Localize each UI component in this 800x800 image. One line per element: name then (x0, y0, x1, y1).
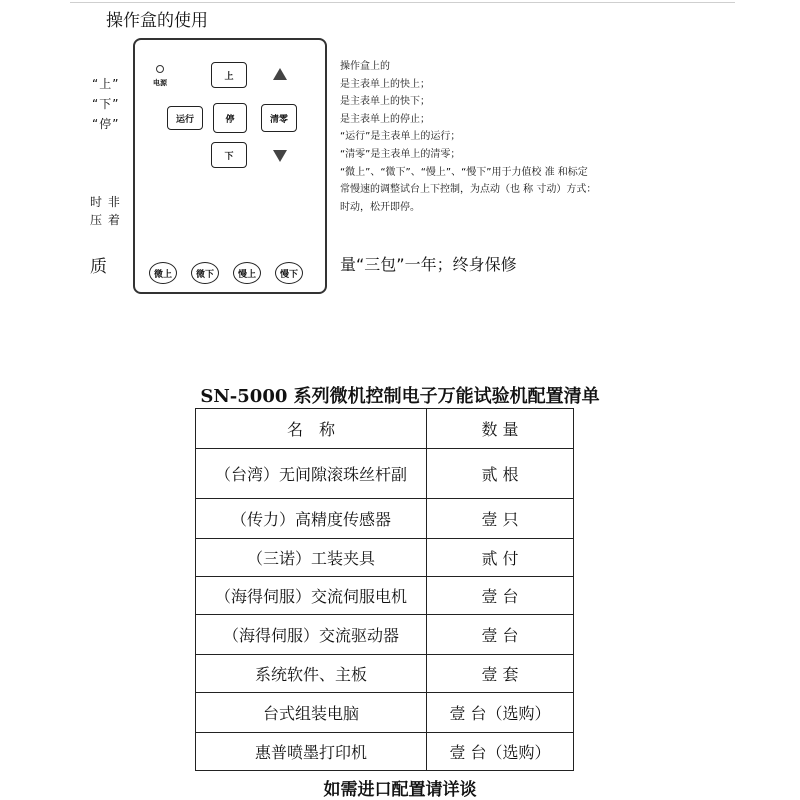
side-label-press: 压 着 (90, 213, 121, 227)
table-row (196, 499, 574, 539)
down-arrow-icon (273, 150, 287, 162)
item-name: （传力）高精度传感器 (196, 499, 427, 539)
item-quantity: 壹 台 (427, 615, 574, 655)
item-name: （海得伺服）交流伺服电机 (196, 577, 427, 615)
description-line: 操作盒上的 (340, 61, 390, 72)
table-header-row (196, 409, 574, 449)
description-line: “清零”是主表单上的清零； (340, 148, 461, 160)
fine-down-button[interactable]: 微下 (191, 262, 219, 284)
description-line: “运行”是主表单上的运行； (340, 131, 461, 143)
slow-down-button[interactable]: 慢下 (275, 262, 303, 284)
description-line: 是主表单上的快下； (340, 96, 430, 108)
slow-up-button[interactable]: 慢上 (233, 262, 261, 284)
description-line: 时动，松开即停。 (340, 201, 420, 213)
side-label-up: “上” (92, 77, 120, 91)
table-row (196, 615, 574, 655)
table-row (196, 539, 574, 577)
config-title: SN-5000 系列微机控制电子万能试验机配置清单 (200, 386, 600, 407)
table-row (196, 449, 574, 499)
config-table (195, 408, 574, 771)
side-label-stop: “停” (92, 117, 120, 131)
side-label-time: 时 非 (90, 195, 121, 209)
side-label-down: “下” (92, 97, 120, 111)
power-led-icon (156, 65, 164, 73)
page-title: 操作盒的使用 (106, 11, 208, 31)
item-quantity: 壹 套 (427, 655, 574, 693)
description-line: “微上”、“微下”、“慢上”、“慢下”用于力值校 准 和标定 (340, 166, 588, 178)
control-box-panel (133, 38, 327, 294)
import-config-note: 如需进口配置请详谈 (323, 780, 477, 800)
fine-up-button[interactable]: 微上 (149, 262, 177, 284)
header-quantity: 数 量 (427, 409, 574, 449)
item-quantity: 壹 台（选购） (427, 693, 574, 733)
item-quantity: 壹 台 (427, 577, 574, 615)
item-name: （海得伺服）交流驱动器 (196, 615, 427, 655)
item-name: 系统软件、主板 (196, 655, 427, 693)
description-line: 是主表单上的停止； (340, 113, 430, 125)
stop-button[interactable]: 停 (213, 103, 247, 133)
header-name: 名 称 (196, 409, 427, 449)
item-quantity: 贰 根 (427, 449, 574, 499)
item-quantity: 壹 台（选购） (427, 733, 574, 771)
up-arrow-icon (273, 68, 287, 80)
table-row (196, 577, 574, 615)
description-line: 是主表单上的快上； (340, 78, 430, 90)
warranty-text: 量“三包”一年；终身保修 (340, 255, 517, 274)
table-row (196, 693, 574, 733)
up-button[interactable]: 上 (211, 62, 247, 88)
top-rule (70, 2, 735, 3)
description-block (340, 58, 596, 216)
item-name: （三诺）工装夹具 (196, 539, 427, 577)
item-quantity: 壹 只 (427, 499, 574, 539)
item-name: 惠普喷墨打印机 (196, 733, 427, 771)
down-button[interactable]: 下 (211, 142, 247, 168)
description-line: 常慢速的调整试台上下控制，为点动（也 称 寸动）方式： (340, 184, 597, 196)
table-row (196, 655, 574, 693)
item-name: 台式组装电脑 (196, 693, 427, 733)
run-button[interactable]: 运行 (167, 106, 203, 130)
power-label: 电源 (153, 79, 167, 87)
table-row (196, 733, 574, 771)
item-quantity: 贰 付 (427, 539, 574, 577)
item-name: （台湾）无间隙滚珠丝杆副 (196, 449, 427, 499)
quality-label: 质 (90, 257, 107, 277)
clear-button[interactable]: 清零 (261, 104, 297, 132)
